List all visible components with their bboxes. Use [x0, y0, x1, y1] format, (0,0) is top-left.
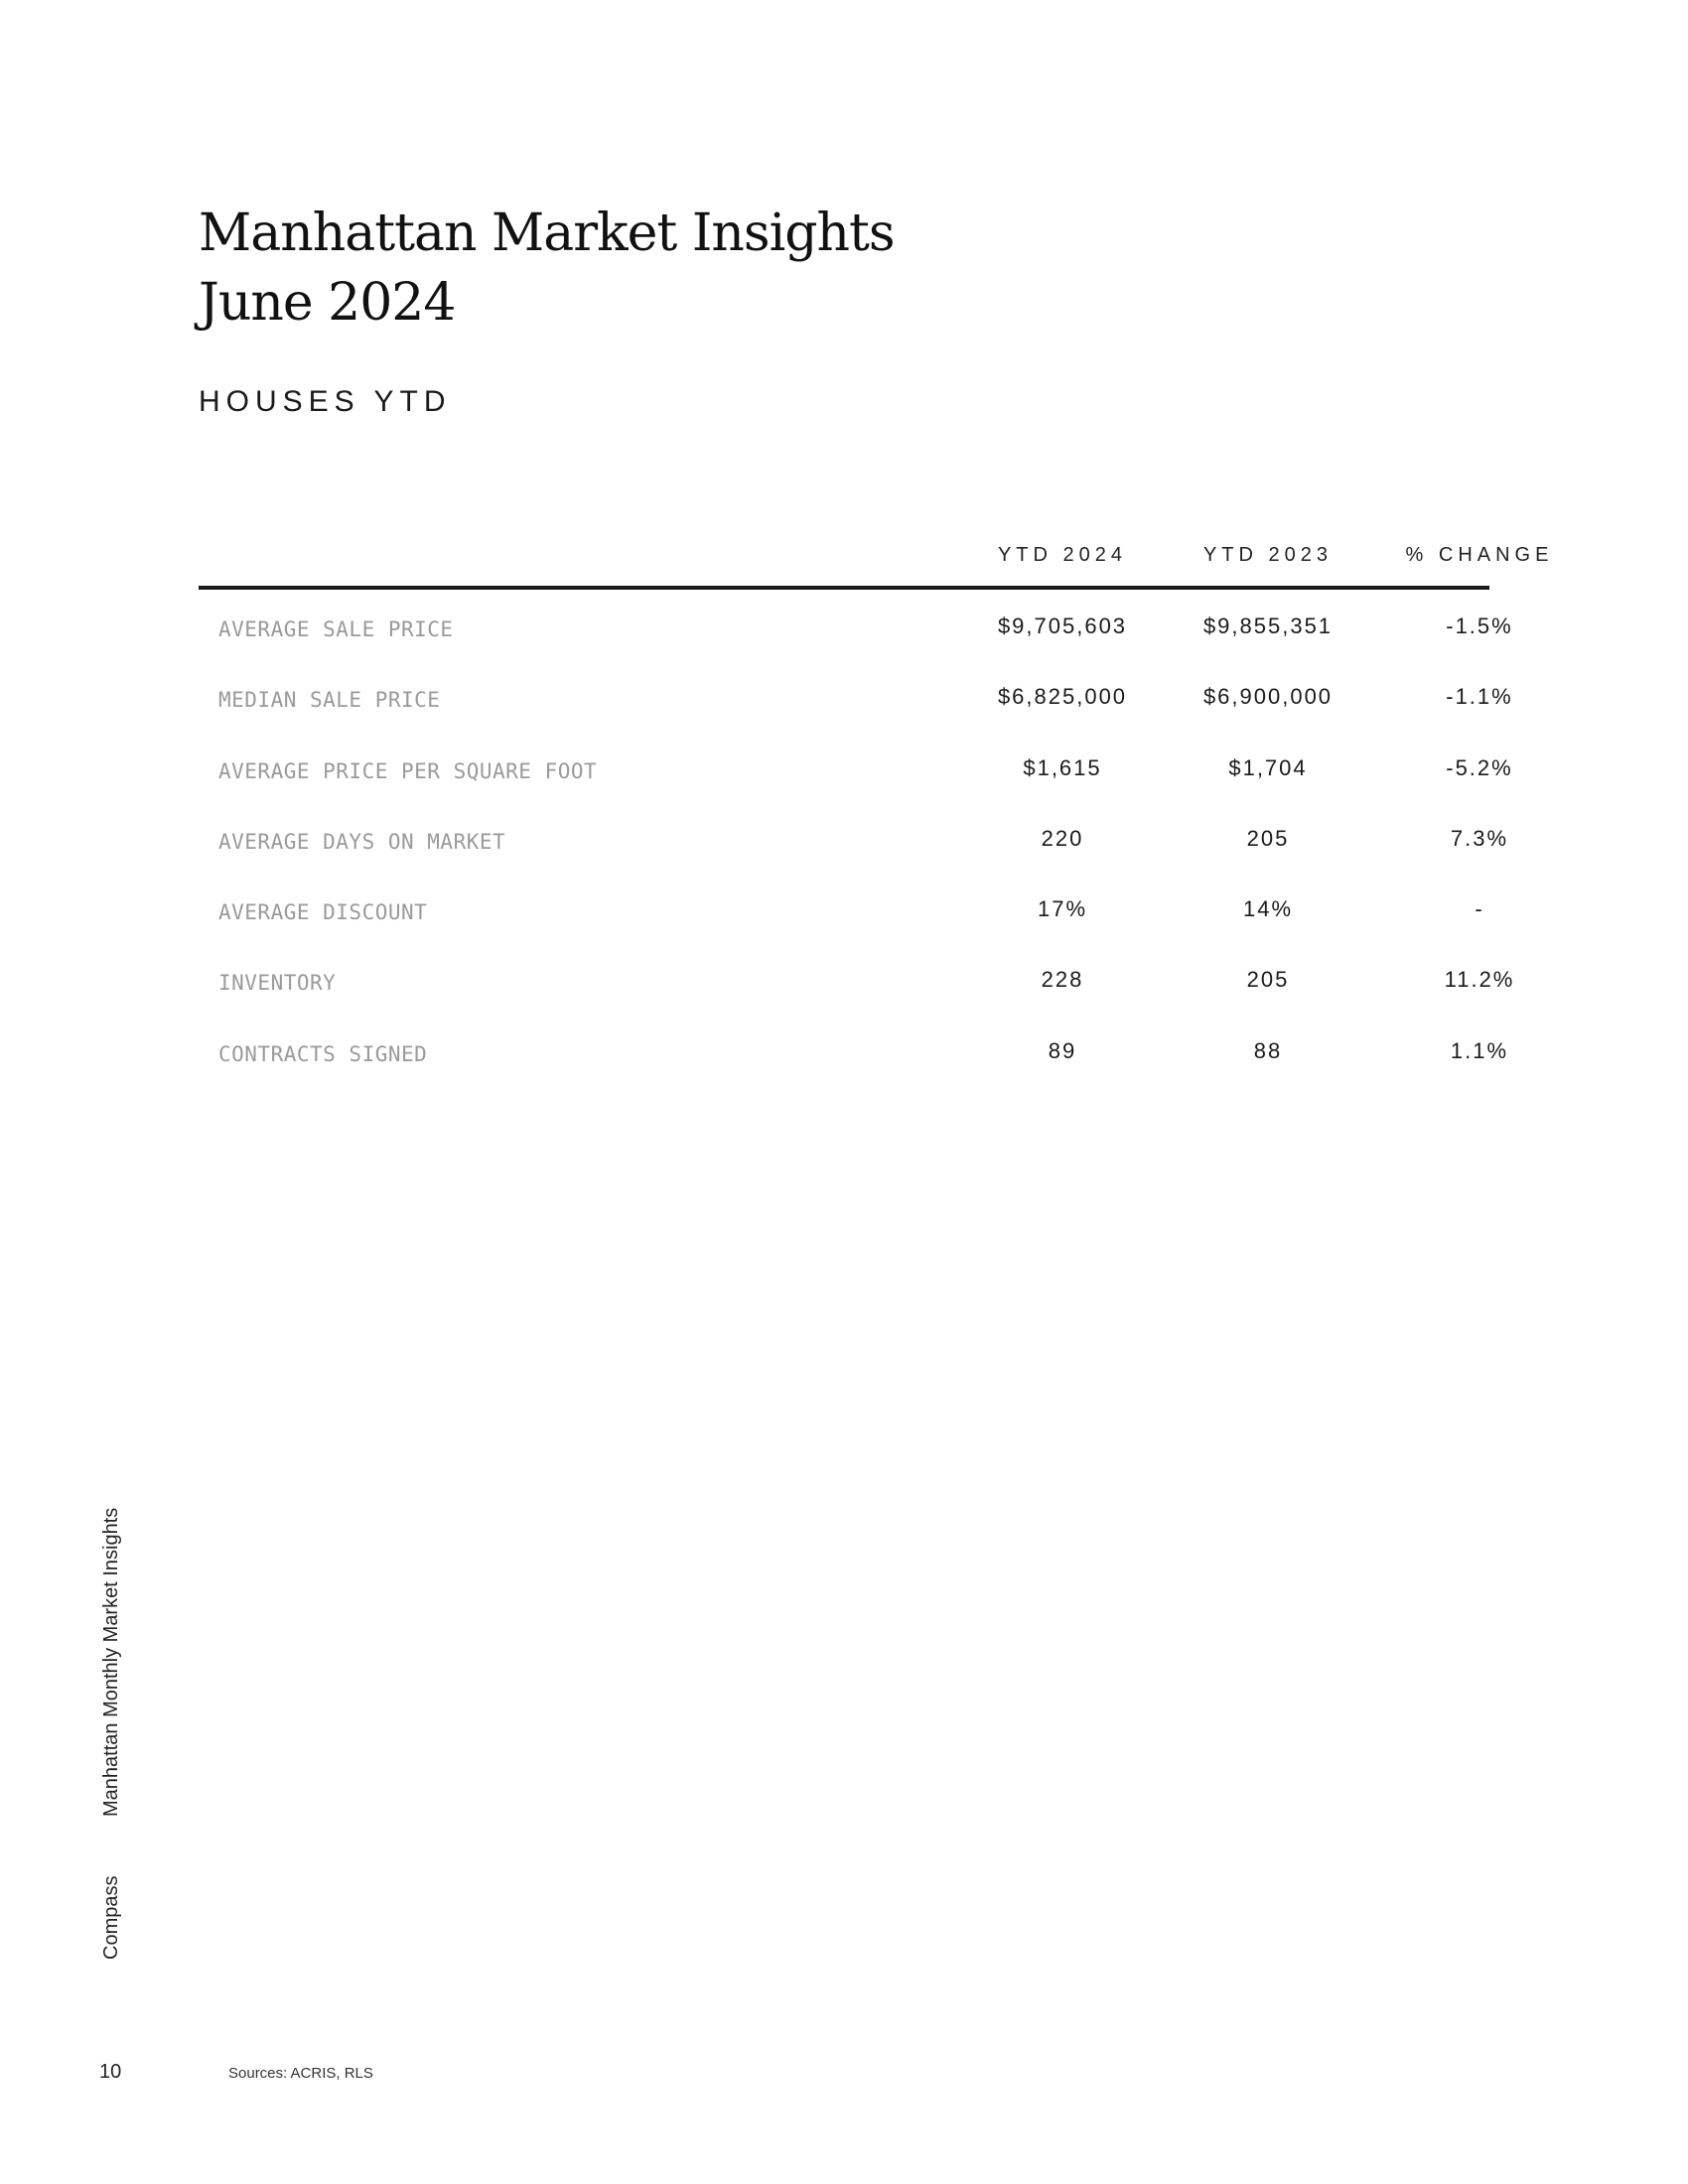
- cell-percent-change: -: [1475, 896, 1484, 922]
- cell-percent-change: -1.1%: [1446, 684, 1513, 710]
- cell-ytd-2023: $9,855,351: [1202, 614, 1334, 638]
- title-line-1: Manhattan Market Insights: [199, 204, 895, 263]
- page-title: [199, 199, 895, 338]
- cell-ytd-2023: 205: [1246, 967, 1290, 993]
- table-row: [199, 1015, 1509, 1085]
- cell-percent-change: 1.1%: [1450, 1037, 1509, 1063]
- cell-percent-change: -5.2%: [1446, 754, 1513, 780]
- cell-ytd-2023: 14%: [1242, 896, 1294, 922]
- title-line-2: June 2024: [199, 273, 456, 333]
- row-label: CONTRACTS SIGNED: [218, 1041, 428, 1066]
- section-heading: HOUSES YTD: [199, 385, 452, 418]
- table-row: [199, 660, 1513, 731]
- page-number: 10: [99, 2061, 122, 2083]
- table-row: [199, 590, 1513, 660]
- row-label: MEDIAN SALE PRICE: [218, 688, 441, 713]
- column-header-ytd-2023: YTD 2023: [1202, 544, 1334, 566]
- table-body: [199, 590, 1515, 1085]
- row-label: AVERAGE DAYS ON MARKET: [218, 829, 506, 854]
- cell-ytd-2023: $1,704: [1228, 754, 1308, 780]
- row-label: AVERAGE PRICE PER SQUARE FOOT: [218, 758, 598, 783]
- column-header-percent-change: % CHANGE: [1405, 544, 1554, 566]
- table-row: [199, 943, 1515, 1014]
- cell-percent-change: 11.2%: [1444, 967, 1515, 993]
- cell-ytd-2023: 205: [1246, 825, 1290, 851]
- cell-percent-change: -1.5%: [1446, 614, 1513, 638]
- cell-ytd-2024: 228: [1041, 967, 1084, 993]
- table-header: [199, 536, 1554, 590]
- cell-ytd-2024: $9,705,603: [997, 614, 1128, 638]
- table-row: [199, 873, 1489, 943]
- cell-ytd-2024: 220: [1041, 825, 1084, 851]
- column-header-ytd-2024: YTD 2024: [997, 544, 1128, 566]
- cell-ytd-2024: 17%: [1037, 896, 1088, 922]
- market-data-table: [199, 536, 1554, 1085]
- cell-ytd-2024: 89: [1048, 1037, 1077, 1063]
- sources-note: Sources: ACRIS, RLS: [228, 2065, 373, 2082]
- cell-percent-change: 7.3%: [1450, 825, 1509, 851]
- row-label: AVERAGE DISCOUNT: [218, 900, 428, 925]
- row-label: INVENTORY: [218, 971, 337, 996]
- sidebar-brand: Compass: [100, 1875, 122, 1960]
- cell-ytd-2024: $6,825,000: [997, 684, 1128, 710]
- table-row: [199, 802, 1509, 873]
- cell-ytd-2023: 88: [1253, 1037, 1283, 1063]
- sidebar-publication-title: Manhattan Monthly Market Insights: [100, 1507, 122, 1817]
- row-label: AVERAGE SALE PRICE: [218, 617, 454, 641]
- table-row: [199, 732, 1513, 802]
- cell-ytd-2024: $1,615: [1023, 754, 1102, 780]
- cell-ytd-2023: $6,900,000: [1202, 684, 1334, 710]
